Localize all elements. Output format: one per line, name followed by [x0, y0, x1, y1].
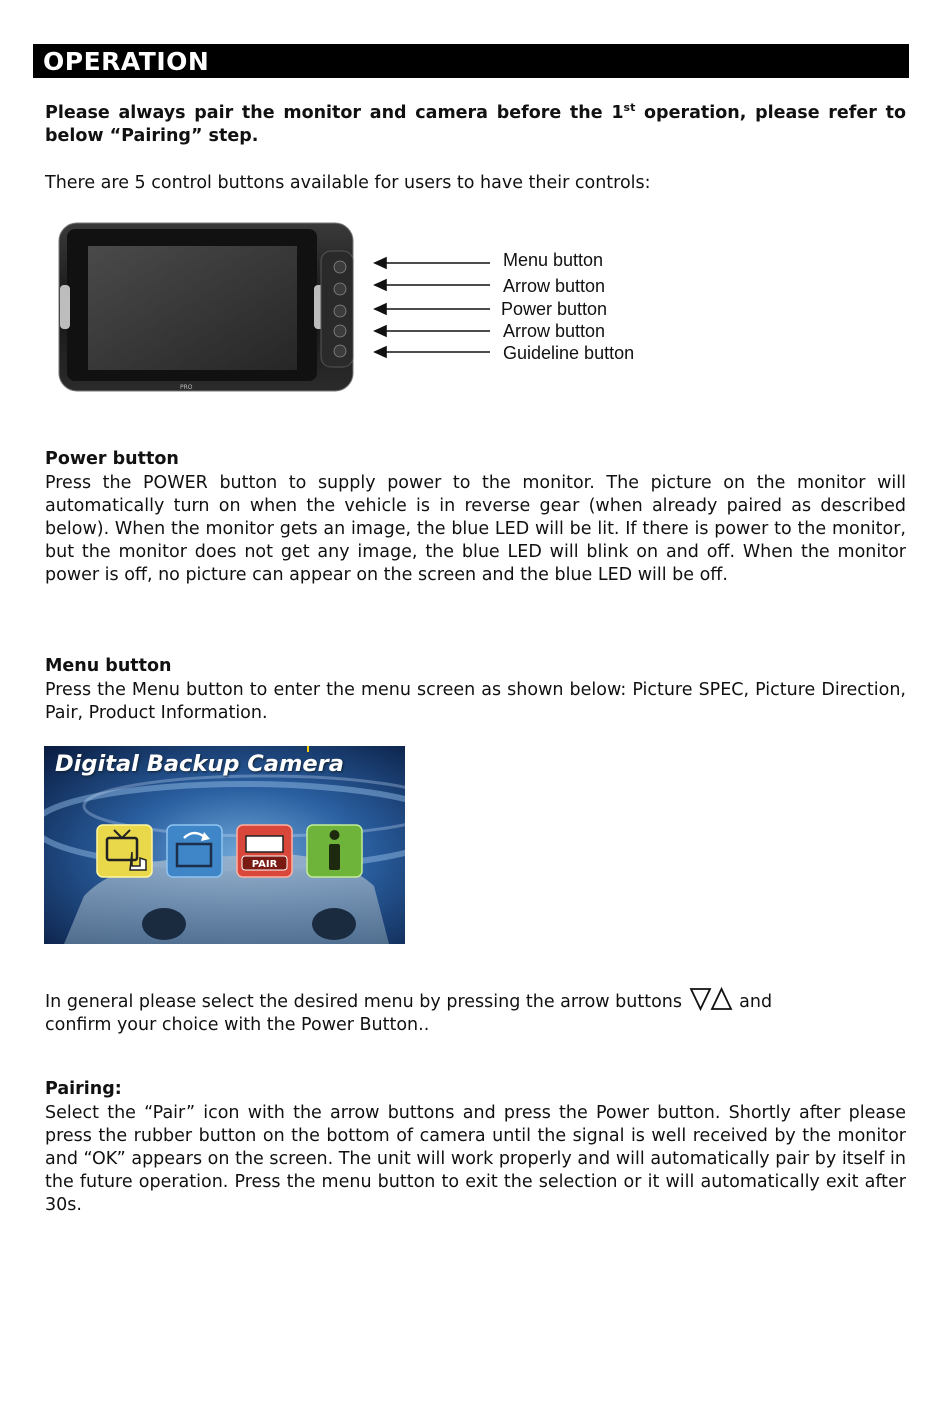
picture-spec-icon	[97, 825, 152, 877]
menu-heading: Menu button	[45, 656, 172, 676]
picture-direction-icon	[167, 825, 222, 877]
button-labels	[370, 248, 670, 373]
section-header	[33, 44, 909, 78]
controls-intro: There are 5 control buttons available for users to have their controls:	[45, 173, 651, 193]
power-text: Press the POWER button to supply power to the monitor. The picture on the monitor will automatically turn on when the vehicle is in reverse gear (when already paired as described below). When the monitor gets an image, the blue LED will be lit. If there is power to the monitor, but the monitor does not get any image, the blue LED will blink on and off. When the monitor power is off, no picture can appear on the screen and the blue LED will be off.	[45, 473, 906, 585]
label-arrow-button-up: Arrow button	[503, 276, 606, 296]
pairing-text: Select the “Pair” icon with the arrow buttons and press the Power button. Shortly after please press the rubber button on the bottom of camera until the signal is well received by the monitor and “OK” appears on the screen. The unit will work properly and will automatically pair by itself in the future operation. Press the menu button to exit the selection or it will automatically exit after 30s.	[45, 1103, 906, 1215]
menu-screen-title: Digital Backup Camera	[55, 751, 344, 777]
general-text-line2: confirm your choice with the Power Button..	[45, 1015, 430, 1035]
pair-icon	[237, 825, 292, 877]
menu-screen-image	[44, 746, 405, 944]
power-heading: Power button	[45, 449, 179, 469]
pair-icon-label: PAIR	[251, 859, 278, 870]
label-menu-button: Menu button	[503, 250, 604, 270]
product-information-icon	[307, 825, 362, 877]
general-text-before: In general please select the desired menu by pressing the arrow buttons	[45, 992, 682, 1012]
monitor-brand: PRO	[180, 384, 193, 391]
label-arrow-button-down: Arrow button	[503, 321, 606, 341]
pairing-notice-text-a: Please always pair the monitor and camera before the 1	[45, 103, 624, 123]
pairing-notice	[45, 102, 906, 148]
pairing-notice-sup: st	[623, 101, 636, 115]
general-text-after: and	[733, 992, 773, 1012]
general-instruction	[45, 986, 906, 1037]
pairing-heading: Pairing:	[45, 1079, 122, 1099]
label-power-button: Power button	[501, 299, 608, 319]
pairing-notice-text-b: operation, please refer to below “Pairing” step.	[45, 103, 906, 146]
section-title: OPERATION	[43, 47, 210, 76]
monitor-image	[57, 221, 357, 393]
menu-text: Press the Menu button to enter the menu screen as shown below: Picture SPEC, Picture Direction, Pair, Product Information.	[45, 680, 906, 723]
label-guideline-button: Guideline button	[503, 343, 635, 363]
arrow-buttons-icon	[688, 986, 734, 1012]
